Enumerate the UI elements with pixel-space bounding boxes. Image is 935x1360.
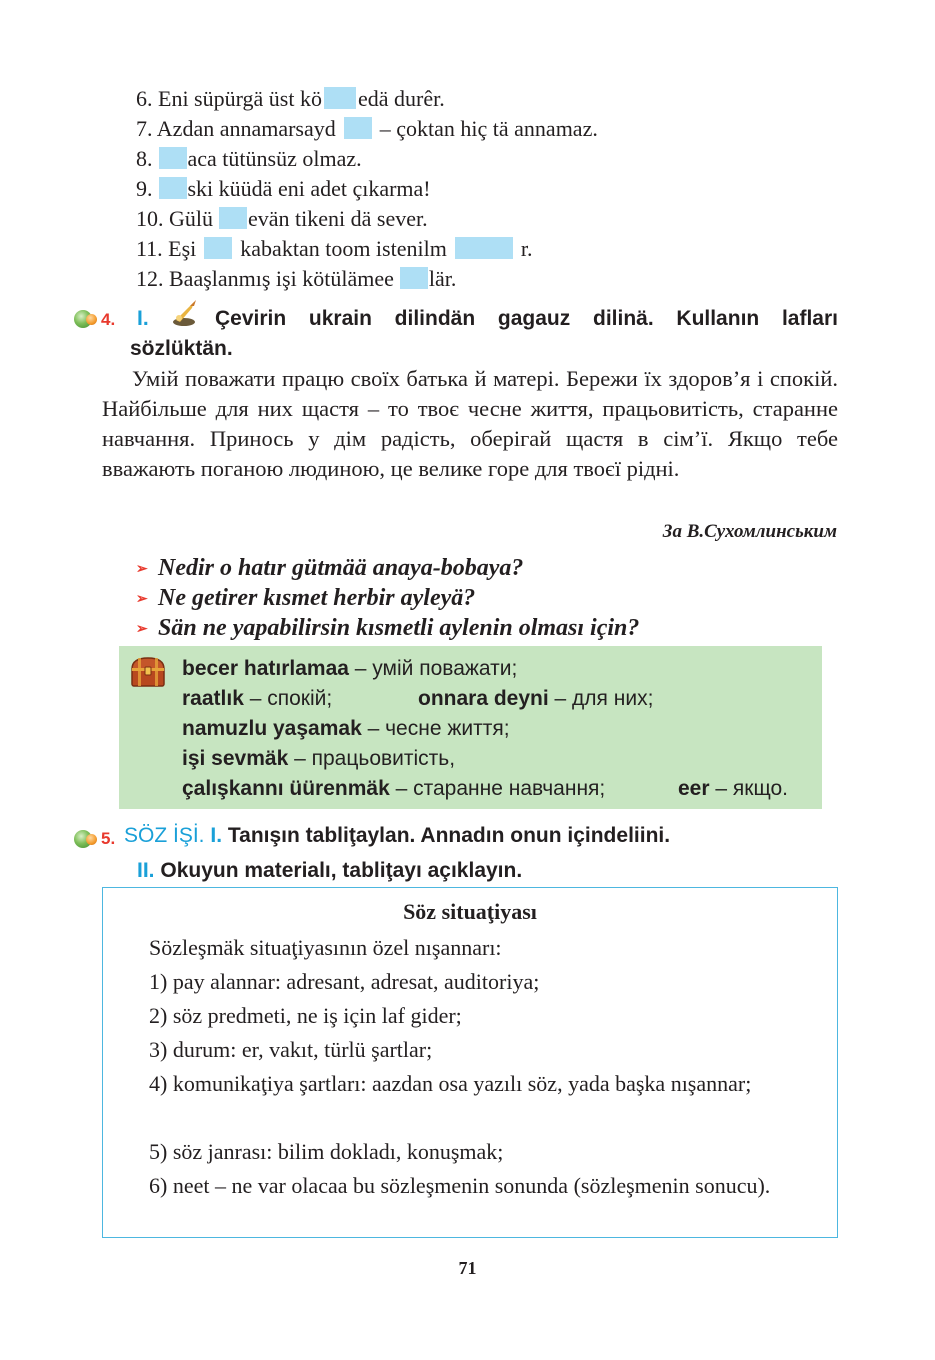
exercise-subtask: [137, 859, 522, 883]
section-label: SÖZ İŞİ.: [124, 824, 205, 847]
missing-letter-gap: [400, 267, 428, 289]
proverb-11: 11. Eşi kabaktan toom istenilm r.: [136, 236, 533, 261]
task-instruction-cont: sözlüktän.: [130, 337, 233, 360]
task-instruction: Okuyun materialı, tabliţayı açıklayın.: [160, 859, 523, 882]
arrow-bullet-icon: ➢: [136, 562, 148, 577]
question-item: ➢ Sän ne yapabilirsin kısmetli aylenin olması için?: [136, 613, 856, 643]
proverb-10: 10. Gülü evän tikeni dä sever.: [136, 206, 428, 231]
vocab-entry: işi sevmäk – працьовитість,: [182, 747, 456, 770]
vocab-entry: becer hatırlamaa – умій поважати;: [182, 657, 518, 680]
proverb-6: 6. Eni süpürgä üst kö edä durêr.: [136, 86, 445, 111]
proverb-12: 12. Baaşlanmış işi kötülämee lär.: [136, 266, 457, 291]
vocab-entry: onnara deyni – для них;: [418, 687, 654, 710]
question-item: ➢ Ne getirer kısmet herbir ayleyä?: [136, 583, 856, 613]
exercise-number: 5.: [101, 829, 116, 848]
missing-letter-gap: [324, 87, 356, 109]
vocab-entry: eer – якщо.: [678, 777, 788, 800]
vocab-entry: çalışkannı üürenmäk – старанне навчання;: [182, 777, 606, 800]
exercise-bullet-icon: [74, 829, 100, 849]
missing-letter-gap: [204, 237, 232, 259]
question-item: ➢ Nedir o hatır gütmää anaya-bobaya?: [136, 553, 856, 583]
missing-letter-gap: [455, 237, 513, 259]
exercise-bullet-icon: [74, 309, 100, 329]
table-line: 1) pay alannar: adresant, adresat, auditoriya;: [149, 969, 540, 994]
missing-letter-gap: [344, 117, 372, 139]
task-roman-numeral: I.: [210, 824, 223, 847]
exercise-number: 4.: [101, 310, 116, 329]
missing-letter-gap: [159, 177, 187, 199]
task-roman-numeral: I.: [137, 307, 149, 330]
proverb-9: 9. ski küüdä eni adet çıkarma!: [136, 176, 431, 201]
proverb-7: 7. Azdan annamarsayd – çoktan hiç tä annamaz.: [136, 116, 598, 141]
vocab-entry: raatlık – спокій;: [182, 687, 333, 710]
page-number: 71: [458, 1258, 477, 1278]
proverb-8: 8. aca tütünsüz olmaz.: [136, 146, 362, 171]
vocab-entry: namuzlu yaşamak – чесне життя;: [182, 717, 510, 740]
table-line: 2) söz predmeti, ne iş için laf gider;: [149, 1003, 462, 1028]
arrow-bullet-icon: ➢: [136, 592, 148, 607]
task-instruction: Tanışın tabliţaylan. Annadın onun içindeliini.: [227, 824, 671, 847]
treasure-chest-icon: [129, 655, 167, 689]
ukrainian-passage: Умій поважати працю своїх батька й матері. Бережи їх здоров’я і спокій. Найбільше для них щастя – то твоє чесне життя, працьовитість, старанне навчання. Принось у дім радість, оберігай щастя в сім’ї. Якщо тебе вважають поганою людиною, це велике горе для твоєї рідні.: [102, 366, 838, 481]
proverb-list: [136, 84, 836, 294]
quill-writing-icon: [170, 298, 200, 328]
table-line: Sözleşmäk situaţiyasının özel nışannarı:: [149, 935, 502, 960]
source-attribution: За В.Сухомлинським: [662, 521, 837, 542]
task-roman-numeral: II.: [137, 859, 155, 882]
table-line: 4) komunikaţiya şartları: aazdan osa yazılı söz, yada başka nışannar;: [149, 1071, 752, 1096]
arrow-bullet-icon: ➢: [136, 622, 148, 637]
exercise-header: [124, 824, 670, 848]
missing-letter-gap: [219, 207, 247, 229]
table-line: 6) neet – ne var olacaa bu sözleşmenin sonunda (sözleşmenin sonucu).: [149, 1173, 771, 1198]
question-list: [136, 553, 856, 643]
info-table: [102, 887, 838, 1238]
task-instruction: Çevirin ukrain dilindän gagauz dilinä. Kullanın lafları: [215, 307, 838, 330]
table-title: Söz situaţiyası: [403, 899, 537, 924]
vocabulary-box: [119, 646, 822, 809]
table-line: 5) söz janrası: bilim dokladı, konuşmak;: [149, 1139, 504, 1164]
table-line: 3) durum: er, vakıt, türlü şartlar;: [149, 1037, 433, 1062]
missing-letter-gap: [159, 147, 187, 169]
